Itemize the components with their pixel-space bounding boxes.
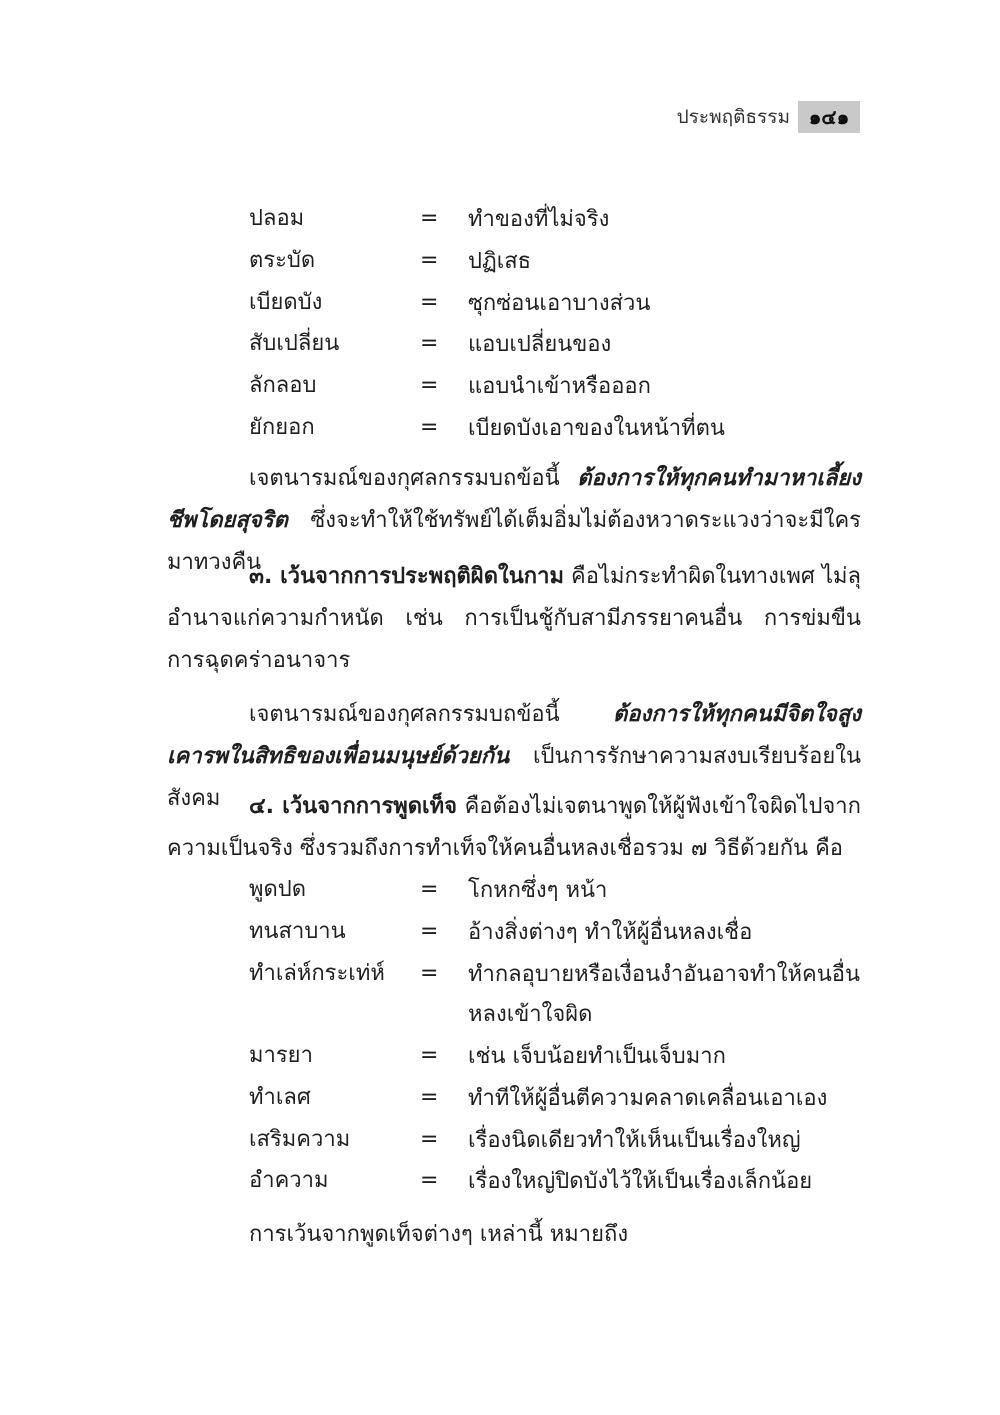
equals-sign: = — [420, 1127, 439, 1152]
definition-term: เบียดบัง — [249, 290, 323, 315]
definition-row — [0, 955, 1000, 1037]
definition-row — [0, 1037, 1000, 1077]
definition-term: ปลอม — [249, 206, 305, 231]
definition-term: ทำเล่ห์กระเท่ห์ — [249, 961, 385, 986]
definition-meaning: ซุกซ่อนเอาบางส่วน — [468, 291, 651, 316]
definition-term: ลักลอบ — [249, 373, 317, 398]
definition-meaning: ทำทีให้ผู้อื่นตีความคลาดเคลื่อนเอาเอง — [468, 1086, 828, 1111]
definition-meaning: แอบนำเข้าหรือออก — [468, 374, 651, 399]
definition-term: มารยา — [249, 1043, 313, 1068]
definition-row — [0, 871, 1000, 911]
definition-row — [0, 1079, 1000, 1119]
definition-term: ทนสาบาน — [249, 919, 346, 944]
paragraph-text: เป็นการรักษาความสงบเรียบร้อยในสังคม — [167, 744, 861, 811]
definition-row — [0, 409, 1000, 449]
emphasis-text: ต้องการให้ทุกคนทำมาหาเลี้ยงชีพโดยสุจริต — [167, 466, 861, 533]
definition-meaning: เรื่องนิดเดียวทำให้เห็นเป็นเรื่องใหญ่ — [468, 1128, 801, 1153]
equals-sign: = — [420, 415, 439, 440]
definition-meaning: ทำกลอุบายหรือเงื่อนงำอันอาจทำให้คนอื่นหลงเข้าใจผิด — [468, 962, 861, 1027]
definition-meaning: เบียดบังเอาของในหน้าที่ตน — [468, 416, 725, 441]
page-number: ๑๔๑ — [798, 101, 860, 133]
definition-meaning: ทำของที่ไม่จริง — [468, 207, 610, 232]
definition-row — [0, 913, 1000, 953]
definition-row — [0, 200, 1000, 240]
definition-meaning: เช่น เจ็บน้อยทำเป็นเจ็บมาก — [468, 1044, 726, 1069]
header-title: ประพฤติธรรม — [676, 106, 790, 128]
definition-row — [0, 1162, 1000, 1202]
definition-term: อำความ — [249, 1168, 329, 1193]
definition-meaning: แอบเปลี่ยนของ — [468, 332, 612, 357]
definition-row — [0, 367, 1000, 407]
equals-sign: = — [420, 877, 439, 902]
definition-meaning: โกหกซึ่งๆ หน้า — [468, 878, 608, 903]
equals-sign: = — [420, 919, 439, 944]
equals-sign: = — [420, 331, 439, 356]
equals-sign: = — [420, 206, 439, 231]
definition-row — [0, 325, 1000, 365]
section-heading: ๔. เว้นจากการพูดเท็จ — [249, 794, 457, 819]
definition-term: ยักยอก — [249, 415, 315, 440]
equals-sign: = — [420, 1043, 439, 1068]
section-4-paragraph — [167, 786, 861, 870]
definition-row — [0, 242, 1000, 282]
paragraph-text: ซึ่งจะทำให้ใช้ทรัพย์ได้เต็มอิ่มไม่ต้องหวาดระแวงว่าจะมีใครมาทวงคืน — [167, 508, 861, 575]
paragraph-text: เจตนารมณ์ของกุศลกรรมบถข้อนี้ — [249, 702, 613, 727]
definition-term: พูดปด — [249, 877, 307, 902]
paragraph-text: คือไม่กระทำผิดในทางเพศ ไม่ลุอำนาจแก่ความกำหนัด เช่น การเป็นชู้กับสามีภรรยาคนอื่น การข่มขืน การฉุดคร่าอนาจาร — [167, 564, 861, 673]
definition-row — [0, 284, 1000, 324]
definition-term: ตระบัด — [249, 248, 316, 273]
section-heading: ๓. เว้นจากการประพฤติผิดในกาม — [249, 564, 564, 589]
definition-meaning: อ้างสิ่งต่างๆ ทำให้ผู้อื่นหลงเชื่อ — [468, 920, 753, 945]
paragraph-text: เจตนารมณ์ของกุศลกรรมบถข้อนี้ — [249, 466, 578, 491]
paragraph-text: คือต้องไม่เจตนาพูดให้ผู้ฟังเข้าใจผิดไปจากความเป็นจริง ซึ่งรวมถึงการทำเท็จให้คนอื่นหลงเชื่อรวม ๗ วิธีด้วยกัน คือ — [167, 794, 861, 861]
equals-sign: = — [420, 961, 439, 986]
definition-term: สับเปลี่ยน — [249, 331, 340, 356]
definition-term: เสริมความ — [249, 1127, 351, 1152]
definition-row — [0, 1121, 1000, 1161]
emphasis-text: ต้องการให้ทุกคนมีจิตใจสูง เคารพในสิทธิของเพื่อนมนุษย์ด้วยกัน — [167, 702, 861, 769]
section-3-paragraph — [167, 556, 861, 682]
closing-line: การเว้นจากพูดเท็จต่างๆ เหล่านี้ หมายถึง — [249, 1222, 629, 1247]
definition-meaning: เรื่องใหญ่ปิดบังไว้ให้เป็นเรื่องเล็กน้อย — [468, 1169, 813, 1194]
equals-sign: = — [420, 248, 439, 273]
definition-term: ทำเลศ — [249, 1085, 311, 1110]
equals-sign: = — [420, 1085, 439, 1110]
definition-meaning: ปฏิเสธ — [468, 249, 532, 274]
equals-sign: = — [420, 290, 439, 315]
equals-sign: = — [420, 373, 439, 398]
equals-sign: = — [420, 1168, 439, 1193]
